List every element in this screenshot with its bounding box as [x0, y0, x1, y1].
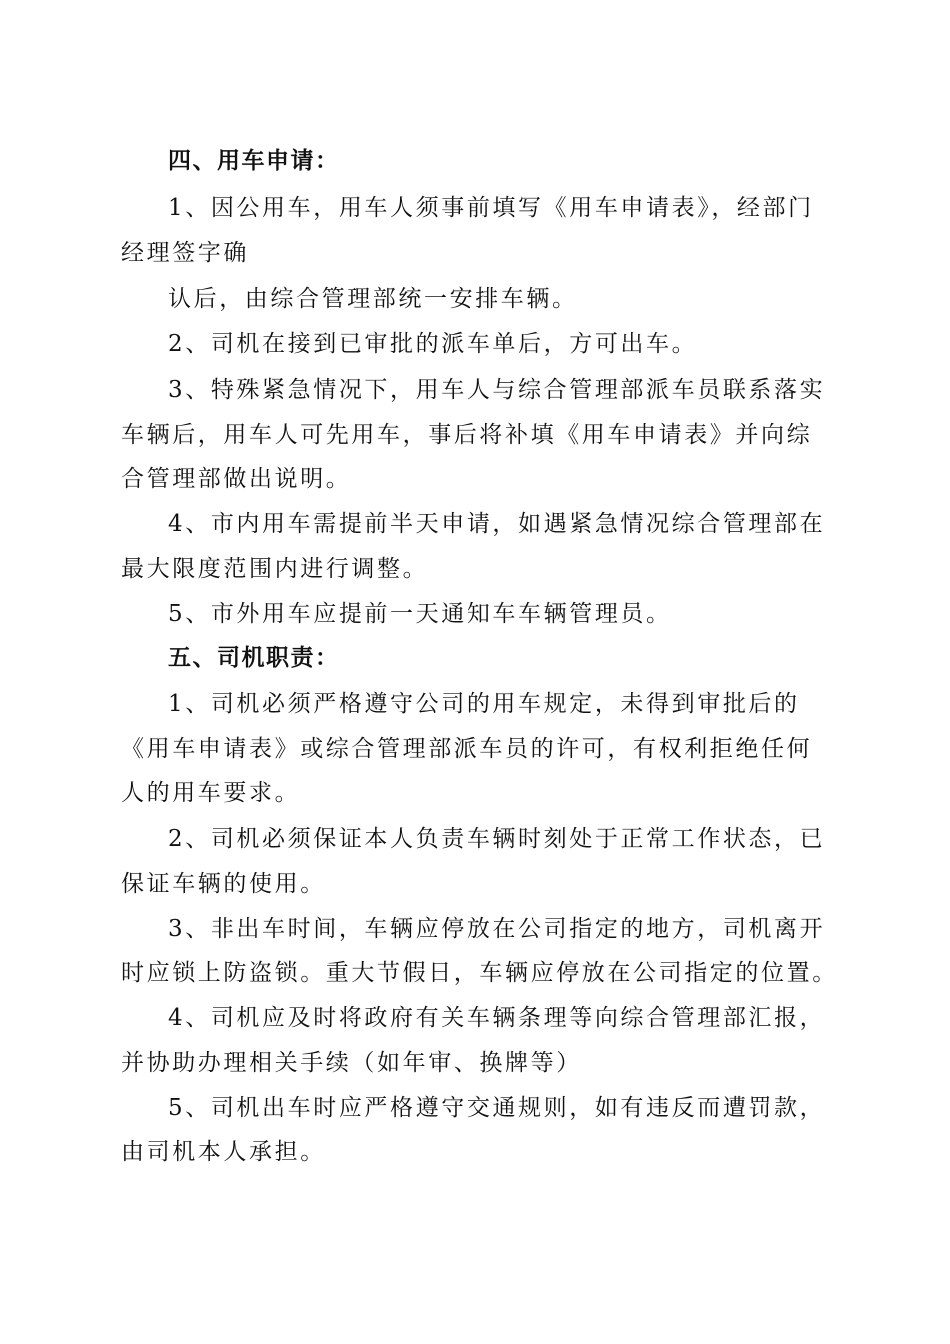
section-5-item-5-line-1: 5、司机出车时应严格遵守交通规则，如有违反而遭罚款，: [168, 1095, 826, 1121]
section-5-item-1-line-3: 人的用车要求。: [121, 780, 301, 806]
section-5-item-1-line-2: 《用车申请表》或综合管理部派车员的许可，有权利拒绝任何: [121, 736, 813, 762]
section-5-item-2-line-2: 保证车辆的使用。: [121, 871, 326, 897]
section-4-item-2: 2、司机在接到已审批的派车单后，方可出车。: [168, 331, 698, 357]
section-4-item-1-line-2: 经理签字确: [121, 240, 249, 266]
section-4-item-3-line-1: 3、特殊紧急情况下，用车人与综合管理部派车员联系落实: [168, 377, 826, 403]
section-5-item-1-line-1: 1、司机必须严格遵守公司的用车规定，未得到审批后的: [168, 691, 800, 717]
section-5-item-4-line-1: 4、司机应及时将政府有关车辆条理等向综合管理部汇报，: [168, 1005, 826, 1031]
section-4-item-1-continuation: 认后，由综合管理部统一安排车辆。: [168, 286, 578, 312]
section-4-item-5: 5、市外用车应提前一天通知车车辆管理员。: [168, 601, 672, 627]
section-4-item-3-line-2: 车辆后，用车人可先用车，事后将补填《用车申请表》并向综: [121, 422, 813, 448]
section-4-item-3-line-3: 合管理部做出说明。: [121, 466, 352, 492]
section-5-item-2-line-1: 2、司机必须保证本人负责车辆时刻处于正常工作状态，已: [168, 826, 826, 852]
section-5-item-3-line-1: 3、非出车时间，车辆应停放在公司指定的地方，司机离开: [168, 916, 826, 942]
section-5-title: 五、司机职责：: [168, 645, 340, 671]
section-4-item-4-line-2: 最大限度范围内进行调整。: [121, 556, 429, 582]
section-5-item-3-line-2: 时应锁上防盗锁。重大节假日，车辆应停放在公司指定的位置。: [121, 960, 838, 986]
section-4-item-4-line-1: 4、市内用车需提前半天申请，如遇紧急情况综合管理部在: [168, 511, 826, 537]
section-4-item-1-line-1: 1、因公用车，用车人须事前填写《用车申请表》，经部门: [168, 195, 814, 221]
section-5-item-5-line-2: 由司机本人承担。: [121, 1139, 326, 1165]
section-4-title: 四、用车申请：: [168, 148, 340, 174]
section-5-item-4-line-2: 并协助办理相关手续（如年审、换牌等）: [121, 1050, 582, 1076]
